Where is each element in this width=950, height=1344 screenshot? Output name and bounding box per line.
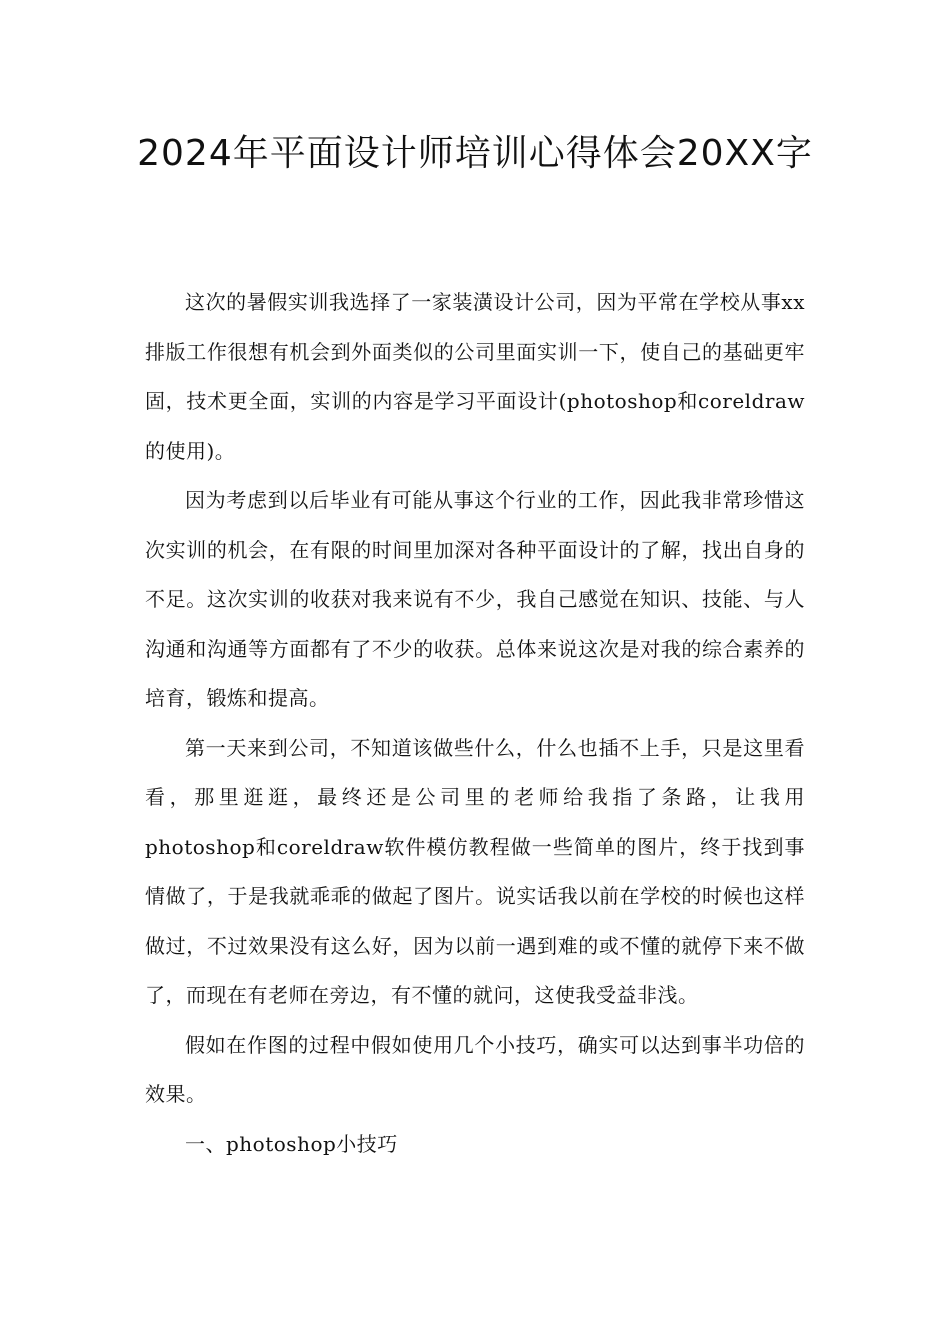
- paragraph-1: 这次的暑假实训我选择了一家装潢设计公司，因为平常在学校从事xx排版工作很想有机会到外面类似的公司里面实训一下，使自己的基础更牢固，技术更全面，实训的内容是学习平面设计(photoshop和coreldraw的使用)。: [145, 290, 805, 463]
- paragraph-2: 因为考虑到以后毕业有可能从事这个行业的工作，因此我非常珍惜这次实训的机会，在有限的时间里加深对各种平面设计的了解，找出自身的不足。这次实训的收获对我来说有不少，我自己感觉在知识、技能、与人沟通和沟通等方面都有了不少的收获。总体来说这次是对我的综合素养的培育，锻炼和提高。: [145, 488, 805, 710]
- document-body: [145, 278, 805, 1169]
- paragraph-4: 假如在作图的过程中假如使用几个小技巧，确实可以达到事半功倍的效果。: [145, 1032, 805, 1106]
- paragraph-3: 第一天来到公司，不知道该做些什么，什么也插不上手，只是这里看看，那里逛逛，最终还是公司里的老师给我指了条路，让我用photoshop和coreldraw软件模仿教程做一些简单的图片，终于找到事情做了，于是我就乖乖的做起了图片。说实话我以前在学校的时候也这样做过，不过效果没有这么好，因为以前一遇到难的或不懂的就停下来不做了，而现在有老师在旁边，有不懂的就问，这使我受益非浅。: [145, 735, 805, 1007]
- document-title: 2024年平面设计师培训心得体会20XX字: [137, 133, 813, 174]
- section-heading: 一、photoshop小技巧: [185, 1131, 398, 1156]
